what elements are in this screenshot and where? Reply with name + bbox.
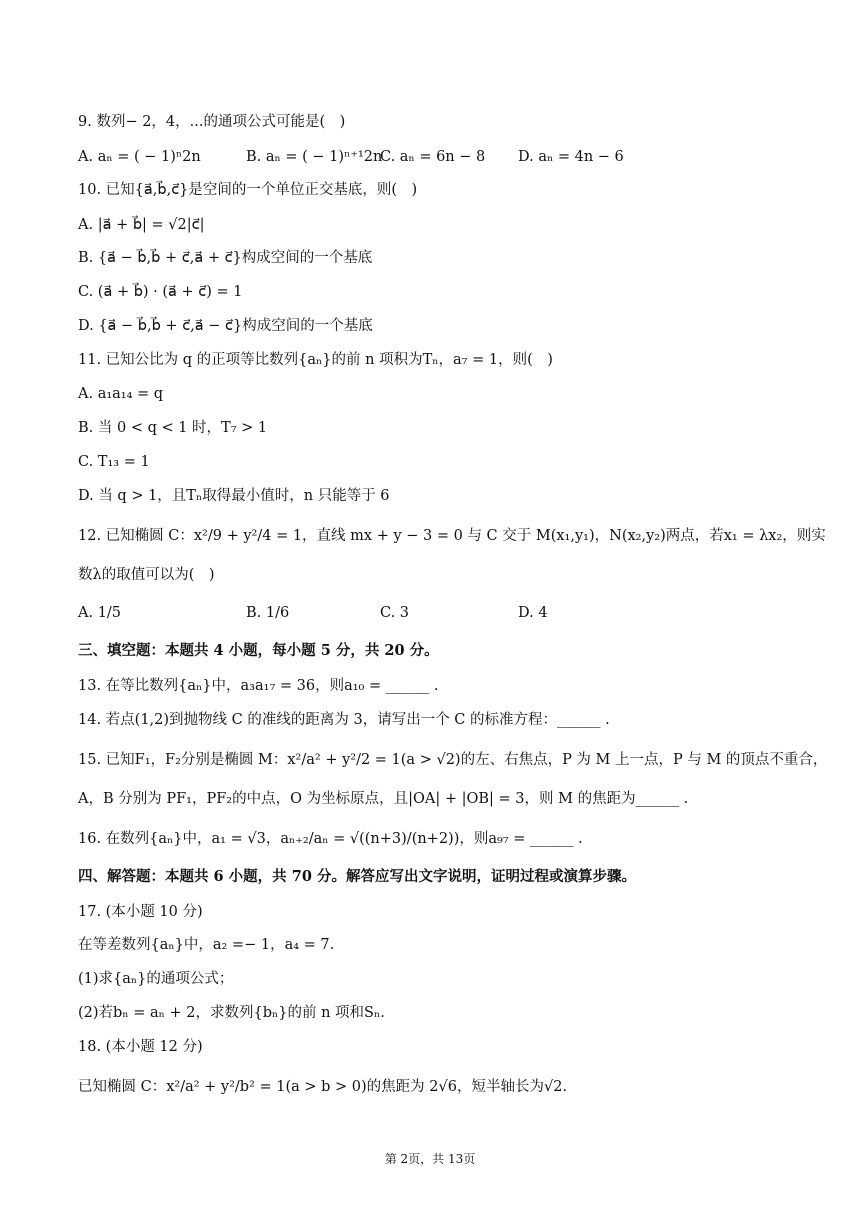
q10-text: 10. 已知{a⃗,b⃗,c⃗}是空间的一个单位正交基底，则( ): [78, 182, 418, 198]
page-footer: 第 2页，共 13页: [384, 1152, 476, 1166]
q10d-text: D. {a⃗ − b⃗,b⃗ + c⃗,a⃗ − c⃗}构成空间的一个基底: [78, 318, 373, 334]
q11b-text: B. 当 0 < q < 1 时，T₇ > 1: [78, 420, 268, 436]
q12-options-option-1: B. 1/6: [246, 605, 290, 621]
q17a-text: 在等差数列{aₙ}中，a₂ =− 1，a₄ = 7.: [78, 937, 335, 953]
q10a-text: A. |a⃗ + b⃗| = √2|c⃗|: [78, 217, 205, 233]
q18-text: 18. (本小题 12 分): [78, 1039, 203, 1055]
q11c-text: C. T₁₃ = 1: [78, 454, 150, 470]
q9-options-option-1: B. aₙ = ( − 1)ⁿ⁺¹2n: [246, 149, 383, 165]
q12-options-option-2: C. 3: [380, 605, 410, 621]
q10b-text: B. {a⃗ − b⃗,b⃗ + c⃗,a⃗ + c⃗}构成空间的一个基底: [78, 250, 373, 266]
q9-options-option-3: D. aₙ = 4n − 6: [518, 149, 624, 165]
q9-text: 9. 数列− 2，4，...的通项公式可能是( ): [78, 114, 346, 130]
sec4-text: 四、解答题：本题共 6 小题，共 70 分。解答应写出文字说明，证明过程或演算步骤。: [78, 868, 636, 885]
q9-options-option-2: C. aₙ = 6n − 8: [380, 149, 486, 165]
q14-text: 14. 若点(1,2)到抛物线 C 的准线的距离为 3，请写出一个 C 的标准方程：______ .: [78, 712, 610, 728]
q17b-text: (1)求{aₙ}的通项公式；: [78, 971, 234, 987]
q15b-text: A，B 分别为 PF₁，PF₂的中点，O 为坐标原点，且|OA| + |OB| = 3，则 M 的焦距为______ .: [78, 791, 689, 807]
q12-options-option-3: D. 4: [518, 605, 548, 621]
q18a-text: 已知椭圆 C：x²/a² + y²/b² = 1(a > b > 0)的焦距为 2√6，短半轴长为√2.: [78, 1079, 568, 1095]
q11d-text: D. 当 q > 1，且Tₙ取得最小值时，n 只能等于 6: [78, 488, 390, 504]
q13-text: 13. 在等比数列{aₙ}中，a₃a₁₇ = 36，则a₁₀ = ______ .: [78, 678, 439, 694]
q12-options-option-0: A. 1/5: [78, 605, 122, 621]
q15-text: 15. 已知F₁，F₂分别是椭圆 M：x²/a² + y²/2 = 1(a > √2)的左、右焦点，P 为 M 上一点，P 与 M 的顶点不重合，: [78, 752, 828, 768]
q10c-text: C. (a⃗ + b⃗) · (a⃗ + c⃗) = 1: [78, 284, 243, 300]
q11a-text: A. a₁a₁₄ = q: [78, 386, 164, 402]
sec3-text: 三、填空题：本题共 4 小题，每小题 5 分，共 20 分。: [78, 642, 439, 659]
q11-text: 11. 已知公比为 q 的正项等比数列{aₙ}的前 n 项积为Tₙ，a₇ = 1，则( ): [78, 352, 553, 368]
q12b-text: 数λ的取值可以为( ): [78, 567, 215, 583]
q17c-text: (2)若bₙ = aₙ + 2，求数列{bₙ}的前 n 项和Sₙ.: [78, 1005, 385, 1021]
q17-text: 17. (本小题 10 分): [78, 904, 203, 920]
q12-text: 12. 已知椭圆 C：x²/9 + y²/4 = 1，直线 mx + y − 3 = 0 与 C 交于 M(x₁,y₁)，N(x₂,y₂)两点，若x₁ = λx₂，则实: [78, 528, 826, 544]
q16-text: 16. 在数列{aₙ}中，a₁ = √3，aₙ₊₂/aₙ = √((n+3)/(n+2))，则a₉₇ = ______ .: [78, 831, 583, 847]
q9-options-option-0: A. aₙ = ( − 1)ⁿ2n: [78, 149, 201, 165]
